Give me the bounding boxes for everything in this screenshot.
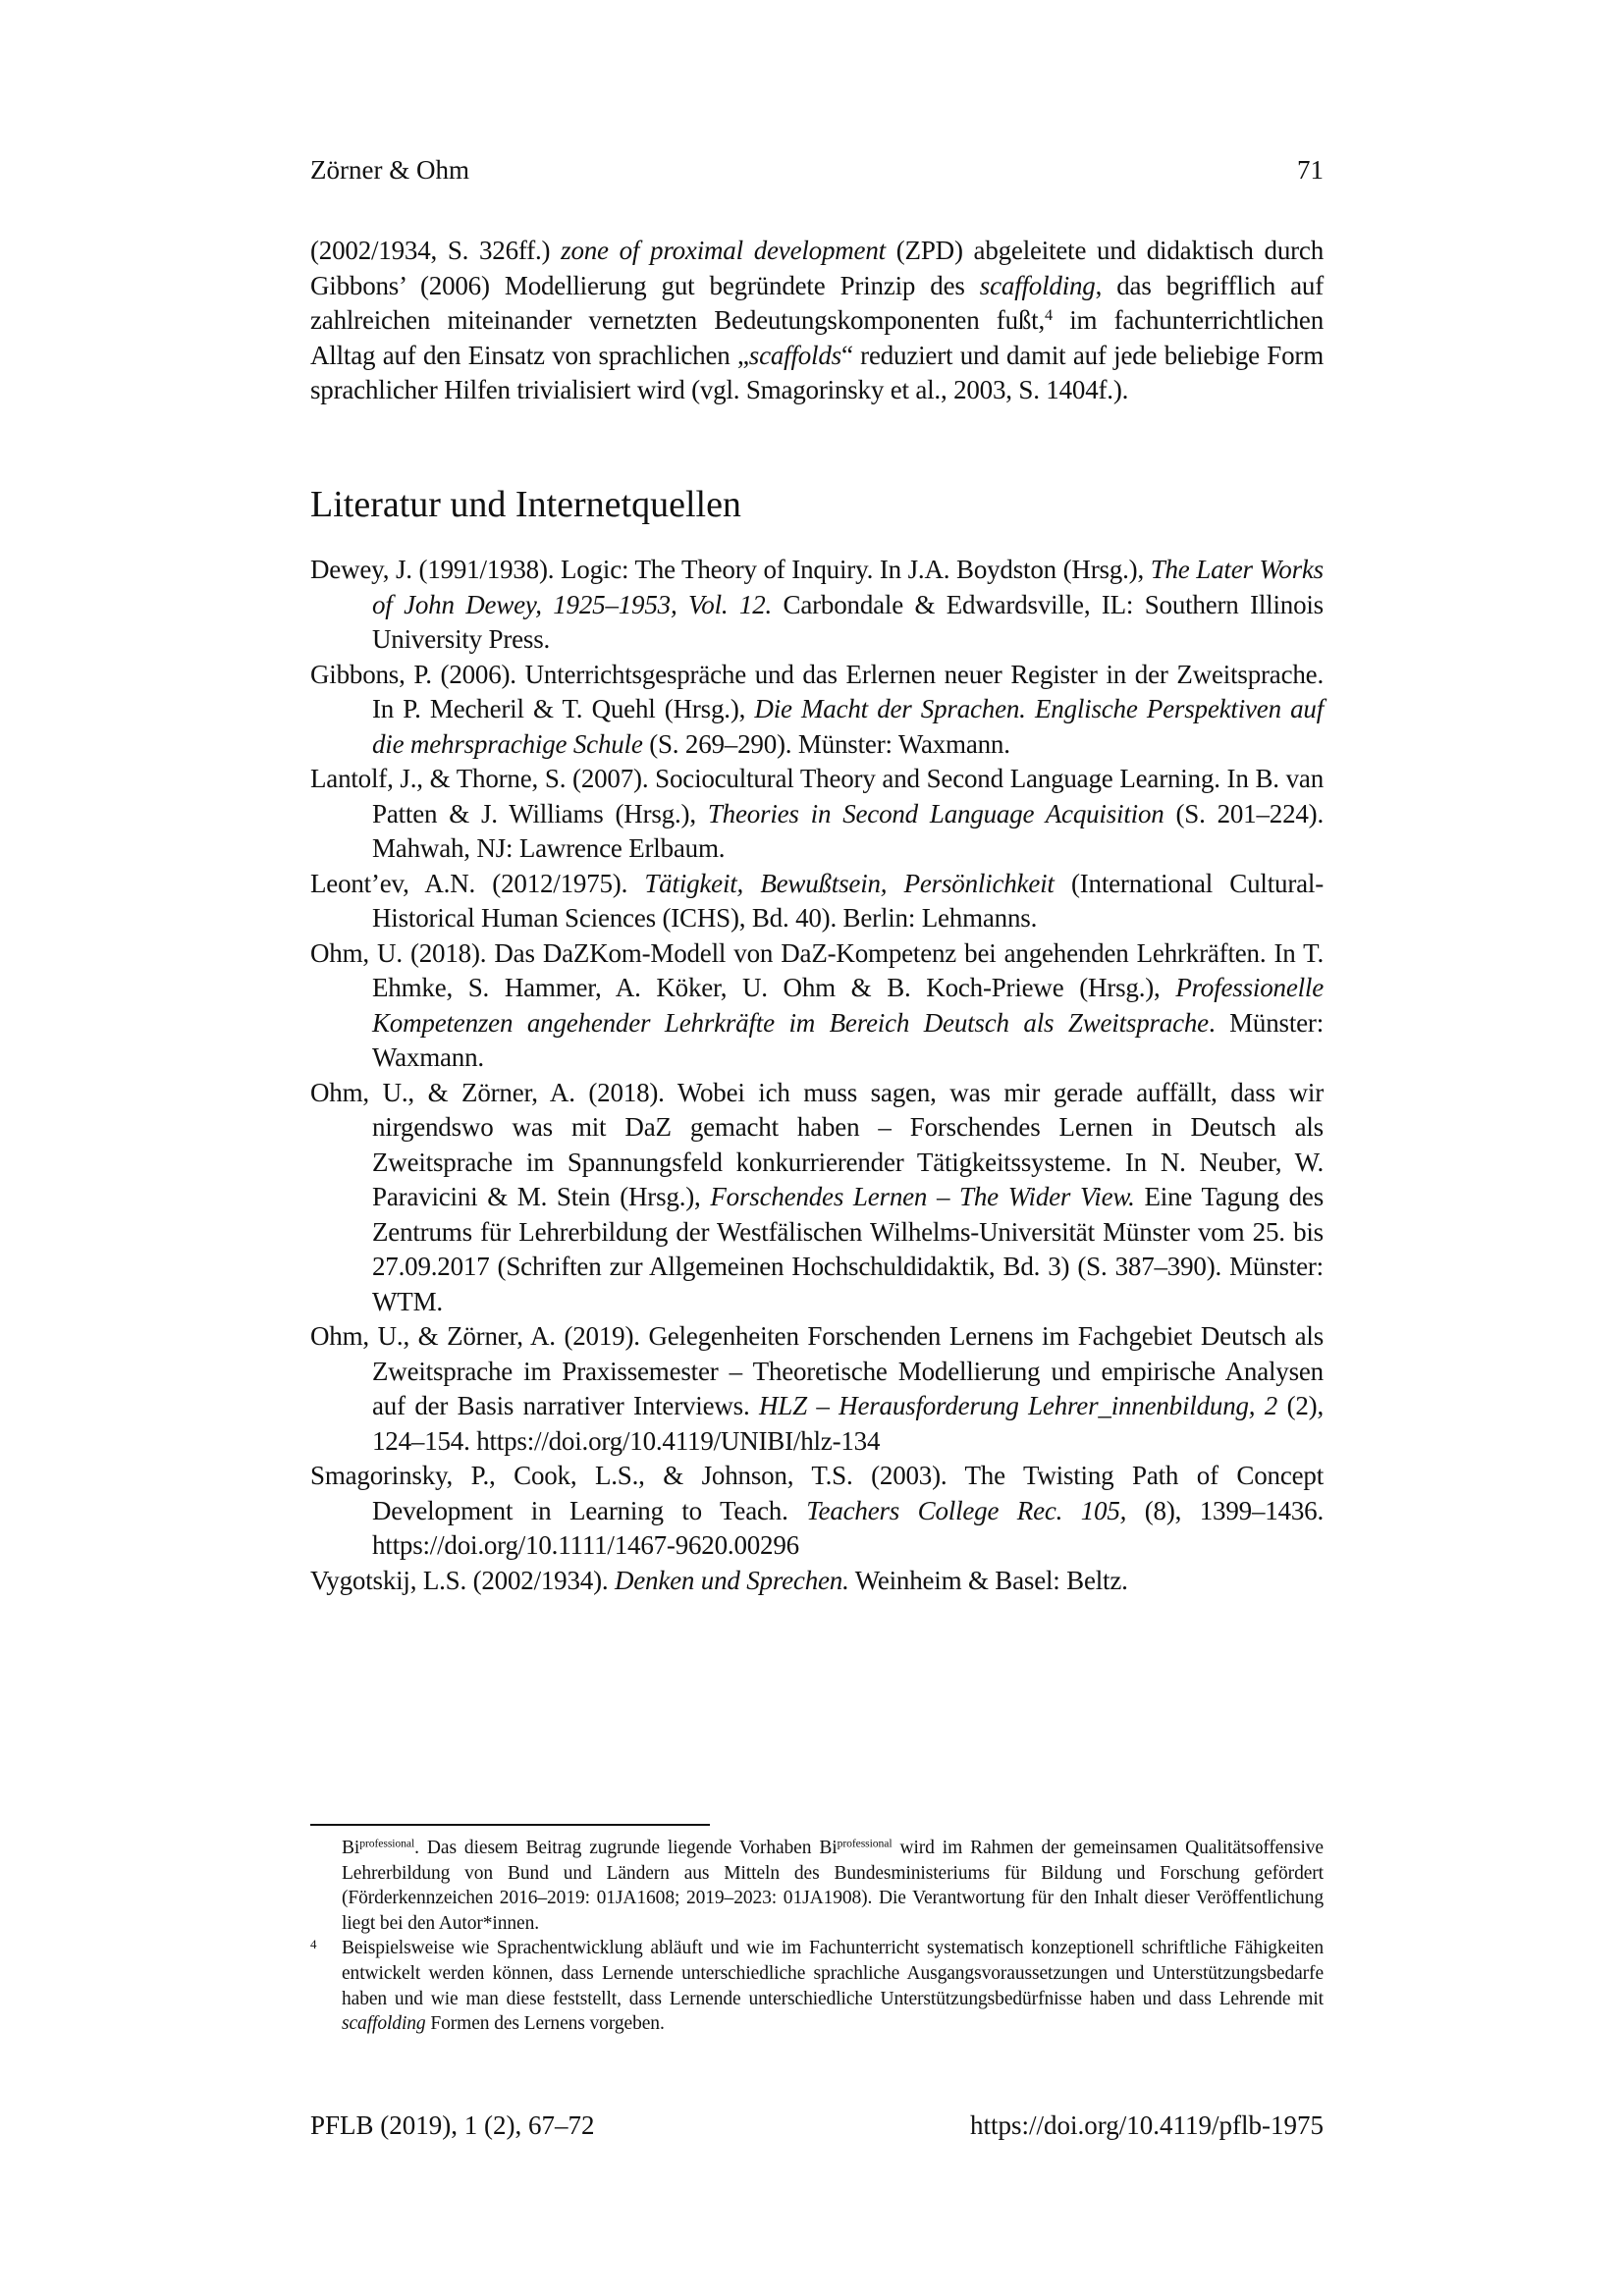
- text-run: (ZPD) abgeleitete und didaktisch durch Gibbons’ (2006) Modellierung gut begründete Prinzip des: [310, 236, 1324, 300]
- italic-text: scaffolds: [748, 340, 841, 370]
- text-run: Dewey, J. (1991/1938). Logic: The Theory of Inquiry. In J.A. Boydston (Hrsg.),: [310, 555, 1151, 584]
- text-run: wird im Rahmen der gemeinsamen Qualitätsoffensive Lehrerbildung von Bund und Ländern aus Mitteln des Bundesministeriums für Bildung und Forschung gefördert (Förderkennzeichen 2016–2019: 01JA1608; 2019–2023: 01JA1908). Die Verantwortung für den Inhalt dieser Veröffentlichung liegt bei den Autor*innen.: [342, 1838, 1324, 1934]
- section-heading-references: Literatur und Internetquellen: [310, 484, 741, 525]
- text-run: im fachunterrichtlichen Alltag auf den Einsatz von sprachlichen „: [310, 305, 1324, 370]
- footnote: [310, 1836, 1324, 1936]
- text-run: Lantolf, J., & Thorne, S. (2007). Sociocultural Theory and Second Language Learning. In B. van Patten & J. Williams (Hrsg.),: [310, 764, 1324, 828]
- text-run: (2002/1934, S. 326ff.): [310, 236, 562, 265]
- reference-entry: [310, 553, 1324, 658]
- reference-entry: [310, 1319, 1324, 1459]
- italic-text: Die Macht der Sprachen. Englische Perspektiven auf die mehrsprachige Schule: [372, 694, 1324, 759]
- journal-citation: PFLB (2019), 1 (2), 67–72: [310, 2110, 595, 2140]
- text-run: Bi: [342, 1838, 360, 1858]
- page-footer: [310, 2109, 1324, 2142]
- footnotes: [310, 1836, 1324, 2037]
- text-run: Ohm, U., & Zörner, A. (2019). Gelegenheiten Forschenden Lernens im Fachgebiet Deutsch als Zweitsprache im Praxissemester – Theoretische Modellierung und empirische Analysen auf der Basis narrativer Interviews.: [310, 1321, 1324, 1420]
- superscript: professional: [359, 1837, 415, 1850]
- reference-entry: [310, 1459, 1324, 1564]
- page-number: 71: [1297, 155, 1324, 185]
- italic-text: Theories in Second Language Acquisition: [707, 798, 1164, 828]
- text-run: Gibbons, P. (2006). Unterrichtsgespräche und das Erlernen neuer Register in der Zweitsprache. In P. Mecheril & T. Quehl (Hrsg.),: [310, 659, 1324, 723]
- text-run: Leont’ev, A.N. (2012/1975).: [310, 868, 645, 898]
- italic-text: HLZ – Herausforderung Lehrer_innenbildung, 2: [759, 1391, 1278, 1420]
- reference-entry: [310, 658, 1324, 763]
- text-run: (8), 1399–1436. https://doi.org/10.1111/1467-9620.00296: [372, 1495, 1324, 1560]
- text-run: . Münster: Waxmann.: [372, 1007, 1325, 1072]
- footnote-number: 4: [310, 1937, 317, 1952]
- reference-entry: [310, 936, 1324, 1076]
- text-run: Weinheim & Basel: Beltz.: [848, 1565, 1128, 1595]
- text-run: Ohm, U. (2018). Das DaZKom-Modell von DaZ-Kompetenz bei angehenden Lehrkräften. In T. Ehmke, S. Hammer, A. Köker, U. Ohm & B. Koch-Priewe (Hrsg.),: [310, 937, 1324, 1002]
- text-run: Beispielsweise wie Sprachentwicklung abläuft und wie im Fachunterricht systematisch konzeptionell schriftliche Fähigkeiten entwickelt werden können, dass Lernende unterschiedliche sprachliche Ausgangsvoraussetzungen und Unterstützungsbedarfe haben und wie man diese feststellt, dass Lernende unterschiedliche Unterstützungsbedürfnisse haben und dass Lehrende mit: [342, 1938, 1324, 2009]
- text-run: Carbondale & Edwardsville, IL: Southern Illinois University Press.: [372, 589, 1324, 654]
- italic-text: Professionelle Kompetenzen angehender Lehrkräfte im Bereich Deutsch als Zweitsprache: [372, 973, 1324, 1038]
- footnote-divider: [310, 1824, 710, 1826]
- italic-text: The Later Works of John Dewey, 1925–1953, Vol. 12.: [372, 555, 1324, 619]
- italic-text: Tätigkeit, Bewußtsein, Persönlichkeit: [644, 868, 1055, 898]
- italic-text: zone of proximal development: [561, 236, 886, 265]
- italic-text: Teachers College Rec. 105,: [806, 1495, 1127, 1525]
- text-run: Smagorinsky, P., Cook, L.S., & Johnson, T.S. (2003). The Twisting Path of Concept Development in Learning to Teach.: [310, 1461, 1324, 1525]
- text-run: (International Cultural-Historical Human Sciences (ICHS), Bd. 40). Berlin: Lehmanns.: [372, 868, 1324, 933]
- doi-link[interactable]: https://doi.org/10.4119/pflb-1975: [969, 2110, 1324, 2140]
- text-run: “ reduziert und damit auf jede beliebige Form sprachlicher Hilfen trivialisiert wird (vgl. Smagorinsky et al., 2003, S. 1404f.).: [310, 340, 1325, 404]
- text-run: . Das diesem Beitrag zugrunde liegende Vorhaben Bi: [414, 1838, 838, 1858]
- running-head-authors: Zörner & Ohm: [310, 155, 469, 185]
- superscript: 4: [1045, 306, 1053, 325]
- italic-text: Denken und Sprechen.: [614, 1565, 849, 1595]
- text-run: Vygotskij, L.S. (2002/1934).: [310, 1565, 615, 1595]
- italic-text: scaffolding: [979, 270, 1096, 300]
- page-header: [310, 153, 1324, 187]
- text-run: (2), 124–154. https://doi.org/10.4119/UNIBI/hlz-134: [372, 1391, 1325, 1456]
- text-run: Ohm, U., & Zörner, A. (2018). Wobei ich muss sagen, was mir gerade auffällt, dass wir nirgendswo was mit DaZ gemacht haben – Forschendes Lernen in Deutsch als Zweitsprache im Spannungsfeld konkurrierender Tätigkeitssysteme. In N. Neuber, W. Paravicini & M. Stein (Hrsg.),: [310, 1077, 1324, 1211]
- text-run: , das begrifflich auf zahlreichen miteinander vernetzten Bedeutungskomponenten fußt,: [310, 270, 1324, 335]
- reference-entry: [310, 867, 1324, 936]
- footnote: [310, 1936, 1324, 2036]
- text-run: Formen des Lernens vorgeben.: [425, 2013, 665, 2035]
- text-run: (S. 269–290). Münster: Waxmann.: [642, 728, 1010, 759]
- body-paragraph: [310, 234, 1324, 408]
- text-run: (S. 201–224). Mahwah, NJ: Lawrence Erlbaum.: [372, 798, 1325, 863]
- italic-text: scaffolding: [342, 2013, 426, 2035]
- text-run: Eine Tagung des Zentrums für Lehrerbildung der Westfälischen Wilhelms-Universität Münster vom 25. bis 27.09.2017 (Schriften zur Allgemeinen Hochschuldidaktik, Bd. 3) (S. 387–390). Münster: WTM.: [372, 1182, 1325, 1316]
- reference-entry: [310, 1076, 1324, 1320]
- superscript: professional: [837, 1837, 893, 1850]
- reference-entry: [310, 1564, 1324, 1599]
- reference-entry: [310, 762, 1324, 867]
- reference-list: [310, 553, 1324, 1598]
- italic-text: Forschendes Lernen – The Wider View.: [710, 1182, 1135, 1211]
